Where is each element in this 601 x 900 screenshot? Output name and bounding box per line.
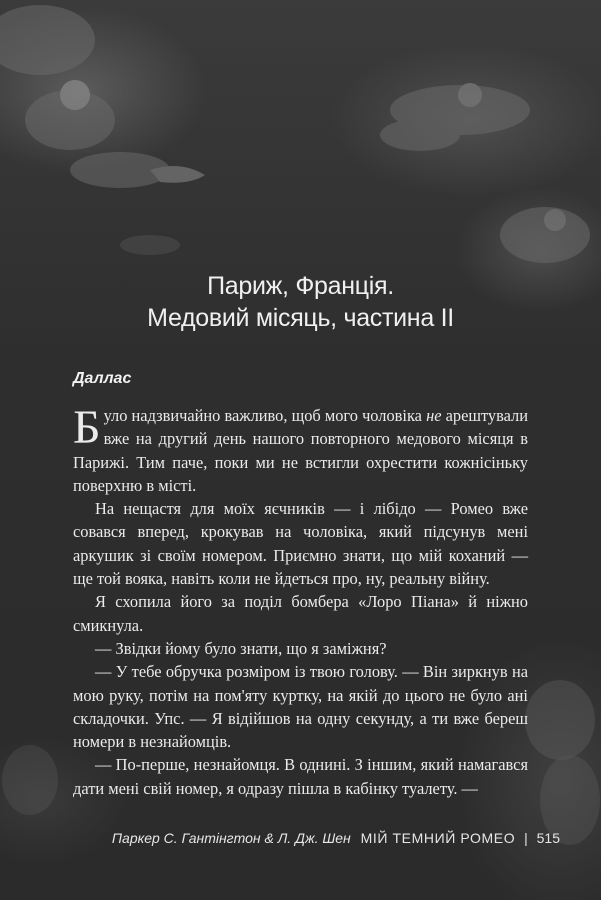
section-narrator: Даллас [73, 370, 132, 387]
paragraph: — Звідки йому було знати, що я заміжня? [95, 638, 387, 658]
emphasis: не [426, 406, 442, 425]
chapter-title-line-2: Медовий місяць, частина II [147, 304, 454, 332]
paragraph: На нещастя для моїх яєчників — і лібідо — Ромео вже совався вперед, крокував на чоловіка, який підсунув мені аркушик зі своїм номером. Приємно знати, що мій коханий — ще той вояка, навіть коли не йдеться про, ну, реальну війну. [73, 499, 528, 589]
running-footer [0, 830, 560, 846]
paragraph: — По-перше, незнайомця. В однині. З іншим, який намагався дати мені свій номер, я одразу пішла в кабінку туалету. — [73, 755, 528, 798]
body-text [73, 401, 529, 800]
footer-book-title: МІЙ ТЕМНИЙ РОМЕО [360, 830, 516, 846]
footer-authors: Паркер С. Гантінгтон & Л. Дж. Шен [111, 830, 351, 846]
chapter-title-line-1: Париж, Франція. [207, 272, 394, 300]
paragraph: Було надзвичайно важливо, щоб мого чоловіка не арештували вже на другий день нашого повторного медового місяця в Парижі. Тим паче, поки ми не встигли охрестити кожнісіньку поверхню в місті. [73, 401, 529, 495]
page-number: 515 [536, 830, 560, 846]
drop-cap: Б [73, 401, 101, 454]
paragraph: — У тебе обручка розміром із твою голову. — Він зиркнув на мою руку, потім на пом'яту куртку, на якій до цього не було ані складочки. Упс. — Я відійшов на одну секунду, а ти вже береш номери в незнайомців. [73, 662, 528, 752]
paragraph: Я схопила його за поділ бомбера «Лоро Піана» й ніжно смикнула. [73, 592, 528, 635]
footer-separator: | [524, 830, 528, 846]
